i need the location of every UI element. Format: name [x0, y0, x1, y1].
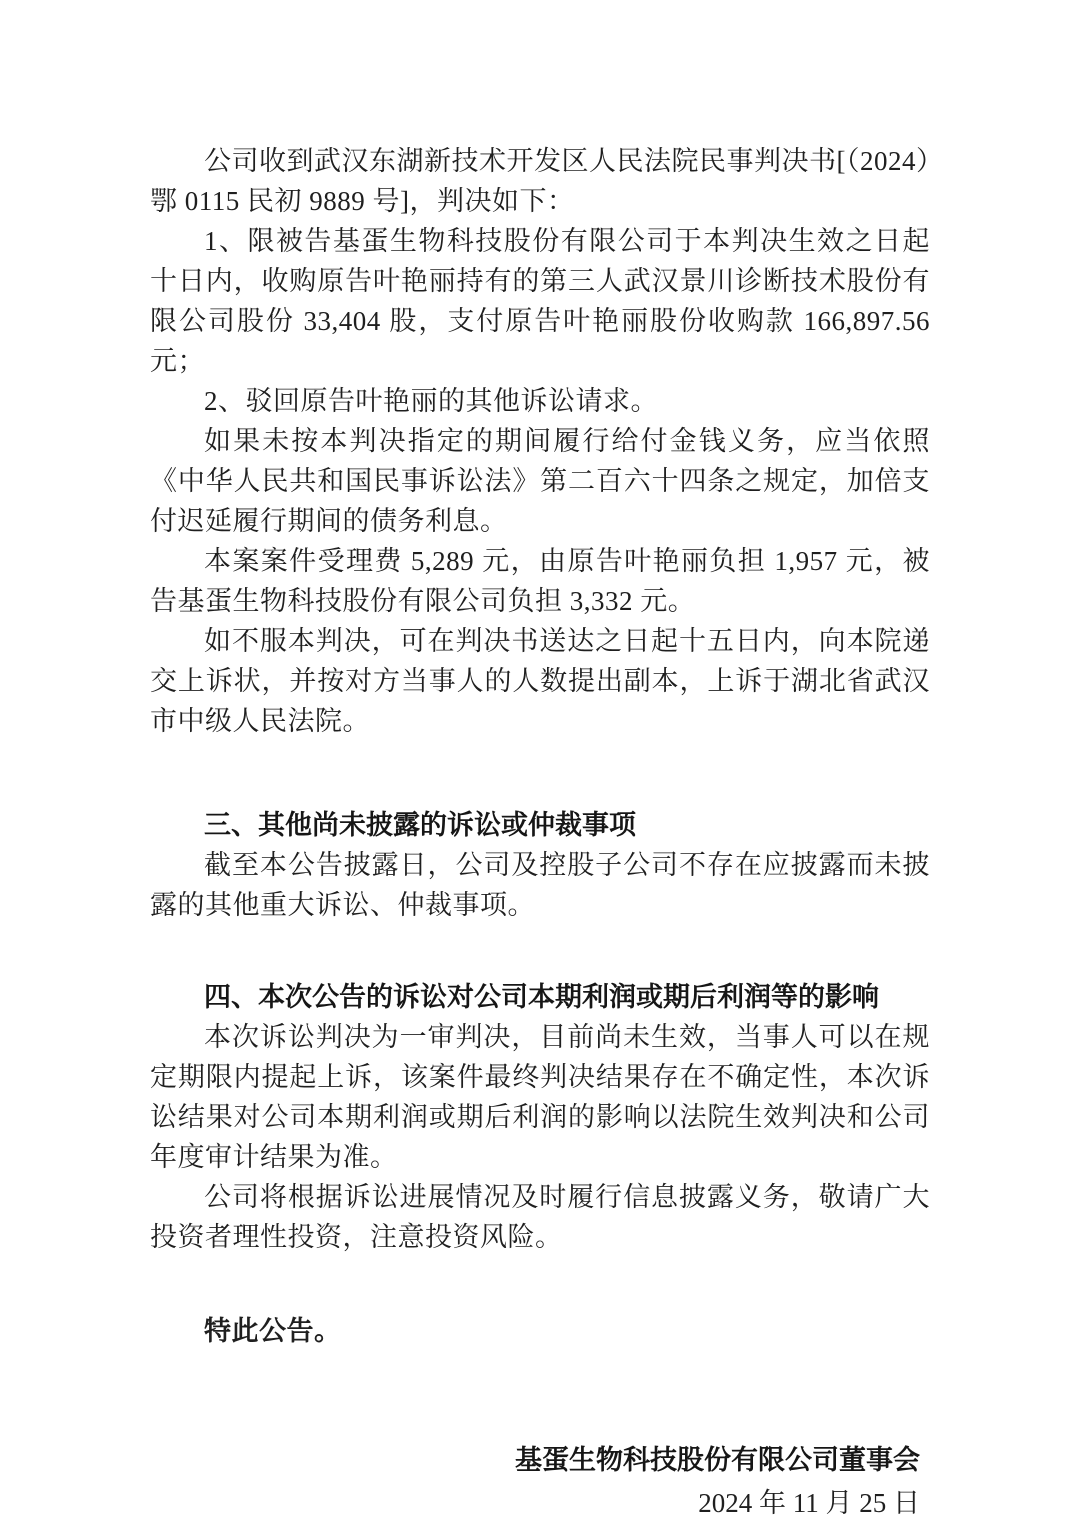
- announcement-date: 2024 年 11 月 25 日: [698, 1488, 920, 1518]
- section-4-heading: 四、本次公告的诉讼对公司本期利润或期后利润等的影响: [204, 982, 879, 1012]
- paragraph-overdue-interest-clause: 如果未按本判决指定的期间履行给付金钱义务，应当依照《中华人民共和国民事诉讼法》第二百六十四条之规定，加倍支付迟延履行期间的债务利息。: [150, 426, 930, 536]
- section-4-paragraph-2: 公司将根据诉讼进展情况及时履行信息披露义务，敬请广大投资者理性投资，注意投资风险。: [150, 1182, 930, 1252]
- paragraph-judgment-item-2: 2、驳回原告叶艳丽的其他诉讼请求。: [204, 386, 658, 416]
- paragraph-appeal-rights: 如不服本判决，可在判决书送达之日起十五日内，向本院递交上诉状，并按对方当事人的人数提出副本，上诉于湖北省武汉市中级人民法院。: [150, 626, 930, 736]
- paragraph-court-judgment-intro: 公司收到武汉东湖新技术开发区人民法院民事判决书[（2024）鄂 0115 民初 9889 号]，判决如下：: [150, 146, 930, 216]
- section-3-heading: 三、其他尚未披露的诉讼或仲裁事项: [204, 810, 636, 840]
- closing-statement: 特此公告。: [204, 1316, 342, 1346]
- signature-block: [150, 1439, 930, 1525]
- paragraph-case-acceptance-fees: 本案案件受理费 5,289 元，由原告叶艳丽负担 1,957 元，被告基蛋生物科技股份有限公司负担 3,332 元。: [150, 546, 930, 616]
- section-other-undisclosed-litigation: [150, 805, 930, 925]
- judgment-result-section: [150, 141, 930, 741]
- section-3-paragraph: 截至本公告披露日，公司及控股子公司不存在应披露而未披露的其他重大诉讼、仲裁事项。: [150, 850, 930, 920]
- section-4-paragraph-1: 本次诉讼判决为一审判决，目前尚未生效，当事人可以在规定期限内提起上诉，该案件最终判决结果存在不确定性，本次诉讼结果对公司本期利润或期后利润的影响以法院生效判决和公司年度审计结果为准。: [150, 1022, 930, 1172]
- company-board-signature: 基蛋生物科技股份有限公司董事会: [515, 1445, 920, 1475]
- paragraph-judgment-item-1: 1、限被告基蛋生物科技股份有限公司于本判决生效之日起十日内，收购原告叶艳丽持有的第三人武汉景川诊断技术股份有限公司股份 33,404 股，支付原告叶艳丽股份收购款 166,897.56 元；: [150, 226, 930, 376]
- section-profit-impact: [150, 977, 930, 1257]
